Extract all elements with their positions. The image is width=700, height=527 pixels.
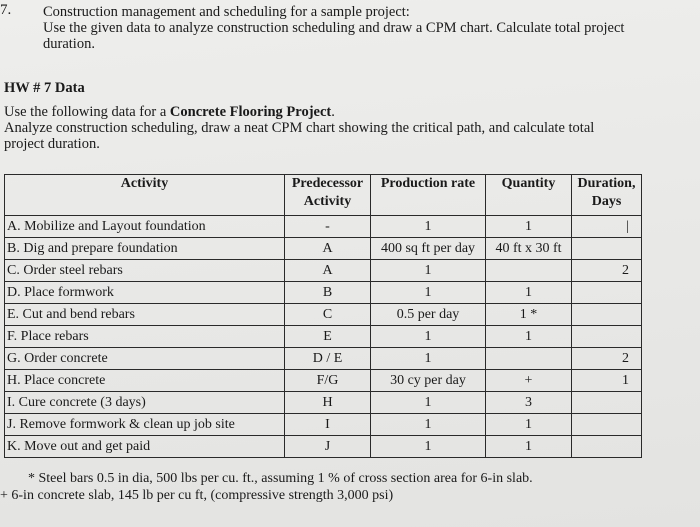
cell-duration: 2 xyxy=(572,260,642,282)
table-row xyxy=(5,414,642,436)
cell-production-rate: 1 xyxy=(371,282,486,304)
cell-duration xyxy=(572,436,642,458)
header-predecessor xyxy=(285,175,371,216)
header-predecessor-line-1: Predecessor xyxy=(291,176,364,191)
cell-predecessor: B xyxy=(285,282,371,304)
cell-quantity: 1 xyxy=(486,216,572,238)
cell-quantity xyxy=(486,348,572,370)
table-row xyxy=(5,348,642,370)
footnotes xyxy=(0,470,533,504)
cell-production-rate: 1 xyxy=(371,326,486,348)
cell-production-rate: 1 xyxy=(371,414,486,436)
table-row xyxy=(5,260,642,282)
intro-paragraph xyxy=(4,104,684,152)
header-predecessor-line-2: Activity xyxy=(303,194,352,209)
cell-predecessor: F/G xyxy=(285,370,371,392)
cell-quantity: 1 xyxy=(486,282,572,304)
cell-quantity: 1 xyxy=(486,326,572,348)
header-activity: Activity xyxy=(5,175,285,216)
cell-activity: E. Cut and bend rebars xyxy=(5,304,285,326)
cell-activity: A. Mobilize and Layout foundation xyxy=(5,216,285,238)
cell-activity: B. Dig and prepare foundation xyxy=(5,238,285,260)
table-row xyxy=(5,436,642,458)
cell-activity: I. Cure concrete (3 days) xyxy=(5,392,285,414)
question-line-1: Construction management and scheduling for a sample project: xyxy=(43,4,410,20)
cell-quantity: + xyxy=(486,370,572,392)
header-quantity: Quantity xyxy=(486,175,572,216)
table-row xyxy=(5,238,642,260)
cell-quantity: 3 xyxy=(486,392,572,414)
cell-predecessor: - xyxy=(285,216,371,238)
cell-activity: G. Order concrete xyxy=(5,348,285,370)
cell-duration xyxy=(572,414,642,436)
cell-quantity: 1 xyxy=(486,436,572,458)
table-row xyxy=(5,282,642,304)
cell-quantity: 1 xyxy=(486,414,572,436)
intro-line-2: Analyze construction scheduling, draw a neat CPM chart showing the critical path, and calculate total xyxy=(4,120,595,136)
cell-production-rate: 1 xyxy=(371,260,486,282)
cell-activity: K. Move out and get paid xyxy=(5,436,285,458)
cell-production-rate: 0.5 per day xyxy=(371,304,486,326)
hw-title: HW # 7 Data xyxy=(4,80,85,96)
cell-activity: C. Order steel rebars xyxy=(5,260,285,282)
cell-production-rate: 30 cy per day xyxy=(371,370,486,392)
cell-predecessor: I xyxy=(285,414,371,436)
cell-activity: F. Place rebars xyxy=(5,326,285,348)
table-header-row xyxy=(5,175,642,216)
cell-duration: 2 xyxy=(572,348,642,370)
cell-quantity xyxy=(486,260,572,282)
intro-line-3: project duration. xyxy=(4,136,100,152)
intro-line-1-suffix: . xyxy=(331,104,335,120)
cell-production-rate: 1 xyxy=(371,216,486,238)
question-line-3: duration. xyxy=(43,36,95,52)
table-row xyxy=(5,326,642,348)
header-duration-line-2: Days xyxy=(591,194,622,209)
table-row xyxy=(5,304,642,326)
cell-predecessor: H xyxy=(285,392,371,414)
cell-predecessor: C xyxy=(285,304,371,326)
table-row xyxy=(5,216,642,238)
cell-activity: J. Remove formwork & clean up job site xyxy=(5,414,285,436)
cell-duration: 1 xyxy=(572,370,642,392)
cell-production-rate: 1 xyxy=(371,436,486,458)
footnote-concrete: + 6-in concrete slab, 145 lb per cu ft, (compressive strength 3,000 psi) xyxy=(0,488,394,503)
cell-predecessor: A xyxy=(285,238,371,260)
question-text xyxy=(43,4,683,52)
header-duration xyxy=(572,175,642,216)
cell-duration xyxy=(572,238,642,260)
cell-predecessor: A xyxy=(285,260,371,282)
project-name: Concrete Flooring Project xyxy=(169,104,332,120)
cell-quantity: 1 * xyxy=(486,304,572,326)
cell-duration xyxy=(572,392,642,414)
cell-activity: D. Place formwork xyxy=(5,282,285,304)
cell-duration xyxy=(572,326,642,348)
cell-activity: H. Place concrete xyxy=(5,370,285,392)
cell-duration xyxy=(572,282,642,304)
intro-line-1-prefix: Use the following data for a xyxy=(4,104,170,120)
cell-predecessor: J xyxy=(285,436,371,458)
question-line-2: Use the given data to analyze construction scheduling and draw a CPM chart. Calculate total project xyxy=(43,20,625,36)
cell-duration: | xyxy=(572,216,642,238)
cell-duration xyxy=(572,304,642,326)
cell-predecessor: D / E xyxy=(285,348,371,370)
cell-predecessor: E xyxy=(285,326,371,348)
cell-production-rate: 400 sq ft per day xyxy=(371,238,486,260)
table-row xyxy=(5,392,642,414)
question-number: 7. xyxy=(0,2,12,18)
cell-quantity: 40 ft x 30 ft xyxy=(486,238,572,260)
header-duration-line-1: Duration, xyxy=(577,176,636,191)
intro-line-1 xyxy=(4,104,684,120)
cell-production-rate: 1 xyxy=(371,392,486,414)
cell-production-rate: 1 xyxy=(371,348,486,370)
footnote-steel: * Steel bars 0.5 in dia, 500 lbs per cu. ft., assuming 1 % of cross section area for 6-in slab. xyxy=(28,471,533,486)
header-production-rate: Production rate xyxy=(371,175,486,216)
activity-table xyxy=(4,174,642,458)
table-row xyxy=(5,370,642,392)
